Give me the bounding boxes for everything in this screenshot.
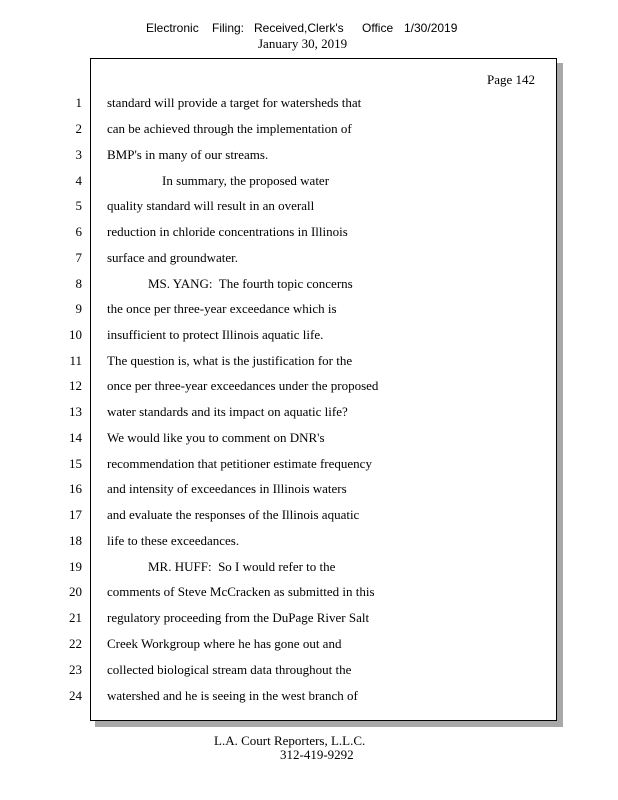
transcript-line: reduction in chloride concentrations in Illinois xyxy=(107,224,348,239)
line-number: 14 xyxy=(69,430,82,445)
line-number: 17 xyxy=(69,507,82,522)
transcript-line: standard will provide a target for watersheds that xyxy=(107,95,362,110)
line-number: 23 xyxy=(69,662,82,677)
filing-stamp-word: 1/30/2019 xyxy=(404,21,458,35)
line-number: 1 xyxy=(75,95,82,110)
line-number: 22 xyxy=(69,636,82,651)
transcript-line: MS. YANG: The fourth topic concerns xyxy=(148,276,353,291)
transcript-line: the once per three-year exceedance which is xyxy=(107,301,337,316)
line-number: 21 xyxy=(69,610,82,625)
line-number: 19 xyxy=(69,559,82,574)
transcript-date: January 30, 2019 xyxy=(258,36,348,51)
transcript-line: MR. HUFF: So I would refer to the xyxy=(148,559,336,574)
line-number: 5 xyxy=(75,198,82,213)
transcript-line: life to these exceedances. xyxy=(107,533,240,548)
transcript-line: comments of Steve McCracken as submitted in this xyxy=(107,584,375,599)
transcript-line: quality standard will result in an overall xyxy=(107,198,315,213)
transcript-line: water standards and its impact on aquatic life? xyxy=(107,404,348,419)
transcript-line: once per three-year exceedances under the proposed xyxy=(107,378,379,393)
transcript-line: collected biological stream data throughout the xyxy=(107,662,352,677)
line-number: 13 xyxy=(69,404,82,419)
line-number: 12 xyxy=(69,378,82,393)
reporter-phone: 312-419-9292 xyxy=(280,747,354,762)
transcript-line: We would like you to comment on DNR's xyxy=(107,430,325,445)
transcript-line: BMP's in many of our streams. xyxy=(107,147,269,162)
filing-stamp-word: Electronic xyxy=(146,21,199,35)
transcript-line: recommendation that petitioner estimate frequency xyxy=(107,456,372,471)
line-number: 18 xyxy=(69,533,82,548)
line-number: 20 xyxy=(69,584,82,599)
line-number: 3 xyxy=(75,147,82,162)
filing-stamp-word: Filing: xyxy=(212,21,245,35)
line-number: 8 xyxy=(75,276,82,291)
transcript-line: regulatory proceeding from the DuPage River Salt xyxy=(107,610,370,625)
transcript-line: and evaluate the responses of the Illinois aquatic xyxy=(107,507,360,522)
line-number: 6 xyxy=(75,224,82,239)
page-number: Page 142 xyxy=(487,72,536,87)
line-number: 2 xyxy=(75,121,82,136)
line-number: 15 xyxy=(69,456,82,471)
transcript-line: The question is, what is the justification for the xyxy=(107,353,353,368)
transcript-line: Creek Workgroup where he has gone out and xyxy=(107,636,342,651)
transcript-line: insufficient to protect Illinois aquatic life. xyxy=(107,327,324,342)
transcript-line: and intensity of exceedances in Illinois waters xyxy=(107,481,347,496)
transcript-line: In summary, the proposed water xyxy=(162,173,330,188)
line-number: 11 xyxy=(69,353,82,368)
reporter-company: L.A. Court Reporters, L.L.C. xyxy=(214,733,366,748)
transcript-line: can be achieved through the implementation of xyxy=(107,121,352,136)
filing-stamp-word: Office xyxy=(362,21,394,35)
transcript-line: watershed and he is seeing in the west branch of xyxy=(107,688,358,703)
line-number: 10 xyxy=(69,327,82,342)
line-number: 4 xyxy=(75,173,82,188)
line-number: 7 xyxy=(75,250,82,265)
line-number: 9 xyxy=(75,301,82,316)
line-number: 16 xyxy=(69,481,82,496)
line-number: 24 xyxy=(69,688,82,703)
transcript-line: surface and groundwater. xyxy=(107,250,239,265)
filing-stamp-word: Received,Clerk's xyxy=(254,21,344,35)
